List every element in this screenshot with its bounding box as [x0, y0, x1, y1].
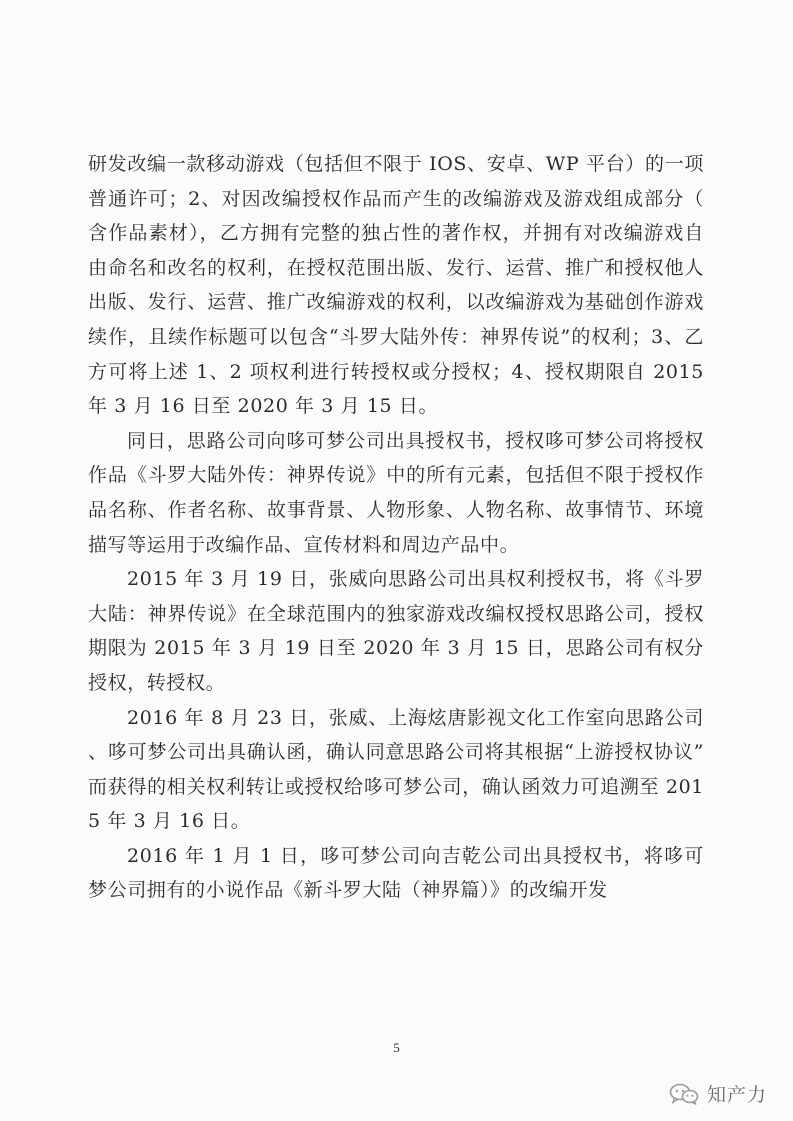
paragraph-authorization-letter: 同日，思路公司向哆可梦公司出具授权书，授权哆可梦公司将授权作品《斗罗大陆外传：神界传说》中的所有元素，包括但不限于授权作品名称、作者名称、故事背景、人物形象、人物名称、故事情节、环境描写等运用于改编作品、宣传材料和周边产品中。 [88, 429, 704, 556]
wechat-icon [669, 1083, 699, 1105]
document-body [88, 147, 704, 908]
page-number: 5 [393, 1040, 400, 1055]
paragraph-license-grant: 2016 年 1 月 1 日，哆可梦公司向吉乾公司出具授权书，将哆可梦公司拥有的小说作品《新斗罗大陆（神界篇）》的改编开发 [88, 844, 704, 902]
paragraph-confirmation-letter: 2016 年 8 月 23 日，张威、上海炫唐影视文化工作室向思路公司、哆可梦公司出具确认函，确认同意思路公司将其根据“上游授权协议”而获得的相关权利转让或授权给哆可梦公司，确认函效力可追溯至 2015 年 3 月 16 日。 [88, 706, 704, 833]
watermark-text: 知产力 [706, 1084, 767, 1106]
paragraph-rights-authorization: 2015 年 3 月 19 日，张威向思路公司出具权利授权书，将《斗罗大陆：神界传说》在全球范围内的独家游戏改编权授权思路公司，授权期限为 2015 年 3 月 19 日至 2020 年 3 月 15 日，思路公司有权分授权，转授权。 [88, 568, 704, 694]
watermark [669, 1080, 767, 1107]
paragraph-continued: 研发改编一款移动游戏（包括但不限于 IOS、安卓、WP 平台）的一项普通许可；2、对因改编授权作品而产生的改编游戏及游戏组成部分（含作品素材），乙方拥有完整的独占性的著作权，并拥有对改编游戏自由命名和改名的权利，在授权范围出版、发行、运营、推广和授权他人出版、发行、运营、推广改编游戏的权利，以改编游戏为基础创作游戏续作，且续作标题可以包含“斗罗大陆外传：神界传说”的权利；3、乙方可将上述 1、2 项权利进行转授权或分授权；4、授权期限自 2015 年 3 月 16 日至 2020 年 3 月 15 日。 [88, 153, 704, 418]
